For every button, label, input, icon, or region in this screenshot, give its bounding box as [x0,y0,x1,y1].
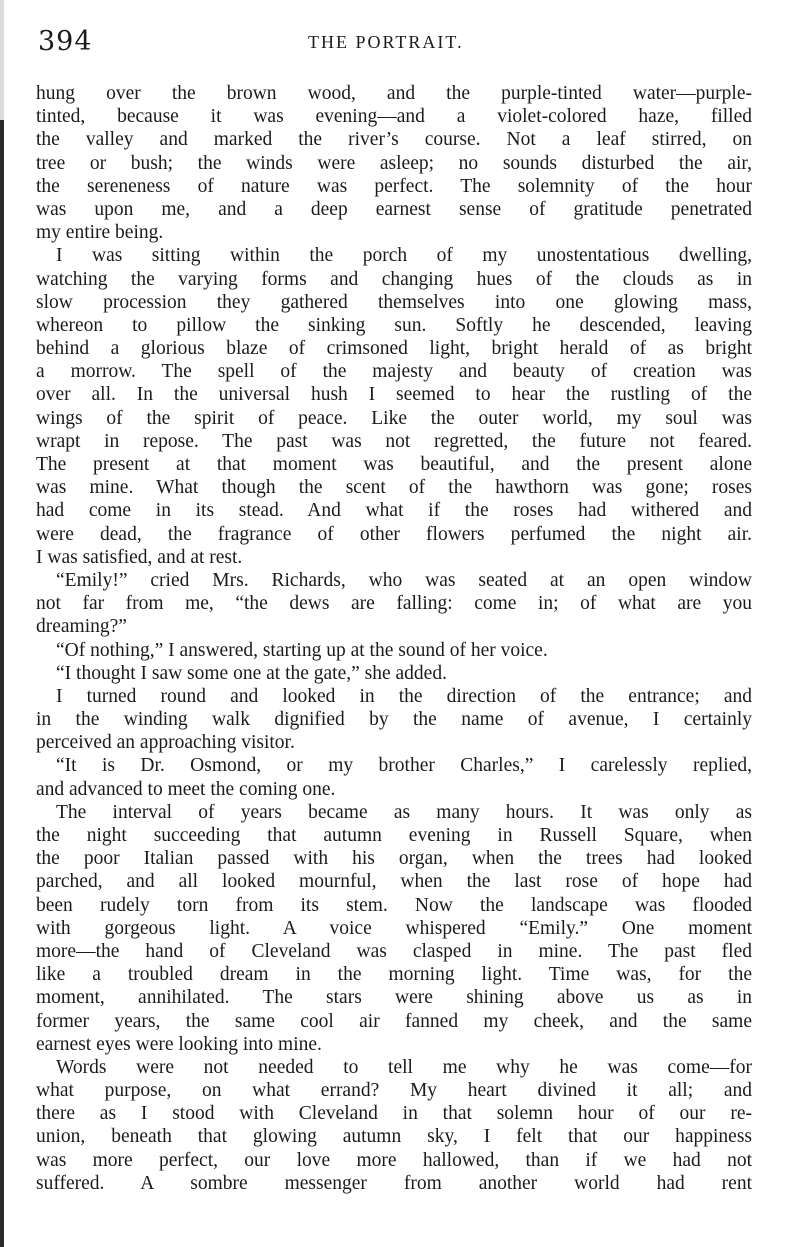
text-line: I turned round and looked in the direction of the entrance; and [56,685,752,707]
text-line: whereon to pillow the sinking sun. Softly he descended, leaving [36,314,752,336]
text-line: had come in its stead. And what if the roses had withered and [36,500,752,522]
text-line: watching the varying forms and changing hues of the clouds as in [36,268,752,290]
text-line: the sereneness of nature was perfect. The solemnity of the hour [36,175,752,197]
text-line: a morrow. The spell of the majesty and beauty of creation was [36,361,752,383]
text-line: slow procession they gathered themselves into one glowing mass, [36,291,752,313]
text-line: The interval of years became as many hours. It was only as [56,801,752,823]
text-line: I was satisfied, and at rest. [36,546,243,568]
text-line: like a troubled dream in the morning light. Time was, for the [36,964,752,986]
text-line: union, beneath that glowing autumn sky, I felt that our happiness [36,1126,752,1148]
page-number: 394 [38,26,93,57]
text-line: was mine. What though the scent of the hawthorn was gone; roses [36,477,752,499]
text-line: suffered. A sombre messenger from another world had rent [36,1172,752,1194]
page-header [38,26,750,66]
text-line: moment, annihilated. The stars were shining above us as in [36,987,752,1009]
text-line: wrapt in repose. The past was not regretted, the future not feared. [36,430,752,452]
text-line: been rudely torn from its stem. Now the landscape was flooded [36,894,752,916]
running-head: THE PORTRAIT. [308,32,464,52]
text-line: and advanced to meet the coming one. [36,778,336,800]
text-line: my entire being. [36,222,164,244]
text-line: earnest eyes were looking into mine. [36,1033,322,1055]
text-line: “It is Dr. Osmond, or my brother Charles,” I carelessly replied, [56,755,752,777]
text-line: in the winding walk dignified by the name of avenue, I certainly [36,709,752,731]
text-line: “Emily!” cried Mrs. Richards, who was seated at an open window [56,569,752,591]
text-line: “I thought I saw some one at the gate,” she added. [56,662,447,684]
text-line: what purpose, on what errand? My heart divined it all; and [36,1080,752,1102]
text-line: I was sitting within the porch of my unostentatious dwelling, [56,245,752,267]
text-line: tree or bush; the winds were asleep; no sounds disturbed the air, [36,152,752,174]
text-line: Words were not needed to tell me why he was come—for [56,1056,752,1078]
text-line: more—the hand of Cleveland was clasped in mine. The past fled [36,940,752,962]
text-line: perceived an approaching visitor. [36,732,295,754]
text-line: hung over the brown wood, and the purple-tinted water—purple- [36,83,752,104]
text-line: the valley and marked the river’s course. Not a leaf stirred, on [36,129,752,151]
body-text [36,82,752,1195]
text-line: the night succeeding that autumn evening in Russell Square, when [36,825,752,846]
text-line: former years, the same cool air fanned my cheek, and the same [36,1010,752,1032]
text-line: wings of the spirit of peace. Like the outer world, my soul was [36,407,752,429]
text-line: was more perfect, our love more hallowed, than if we had not [36,1149,752,1171]
text-line: was upon me, and a deep earnest sense of gratitude penetrated [36,198,752,220]
text-line: tinted, because it was evening—and a violet-colored haze, filled [36,106,752,128]
text-line: over all. In the universal hush I seemed to hear the rustling of the [36,384,752,406]
text-line: The present at that moment was beautiful, and the present alone [36,454,752,475]
text-line: behind a glorious blaze of crimsoned light, bright herald of as bright [36,338,752,360]
text-line: parched, and all looked mournful, when the last rose of hope had [36,871,752,893]
page-edge-highlight [0,0,4,120]
text-line: the poor Italian passed with his organ, when the trees had looked [36,848,752,870]
text-line: not far from me, “the dews are falling: come in; of what are you [36,593,752,615]
text-line: there as I stood with Cleveland in that solemn hour of our re- [36,1103,752,1125]
text-line: “Of nothing,” I answered, starting up at the sound of her voice. [56,639,548,661]
page-edge-shadow [0,0,4,1247]
text-line: were dead, the fragrance of other flowers perfumed the night air. [36,523,752,545]
text-line: dreaming?” [36,616,127,638]
text-line: with gorgeous light. A voice whispered “Emily.” One moment [36,917,752,939]
